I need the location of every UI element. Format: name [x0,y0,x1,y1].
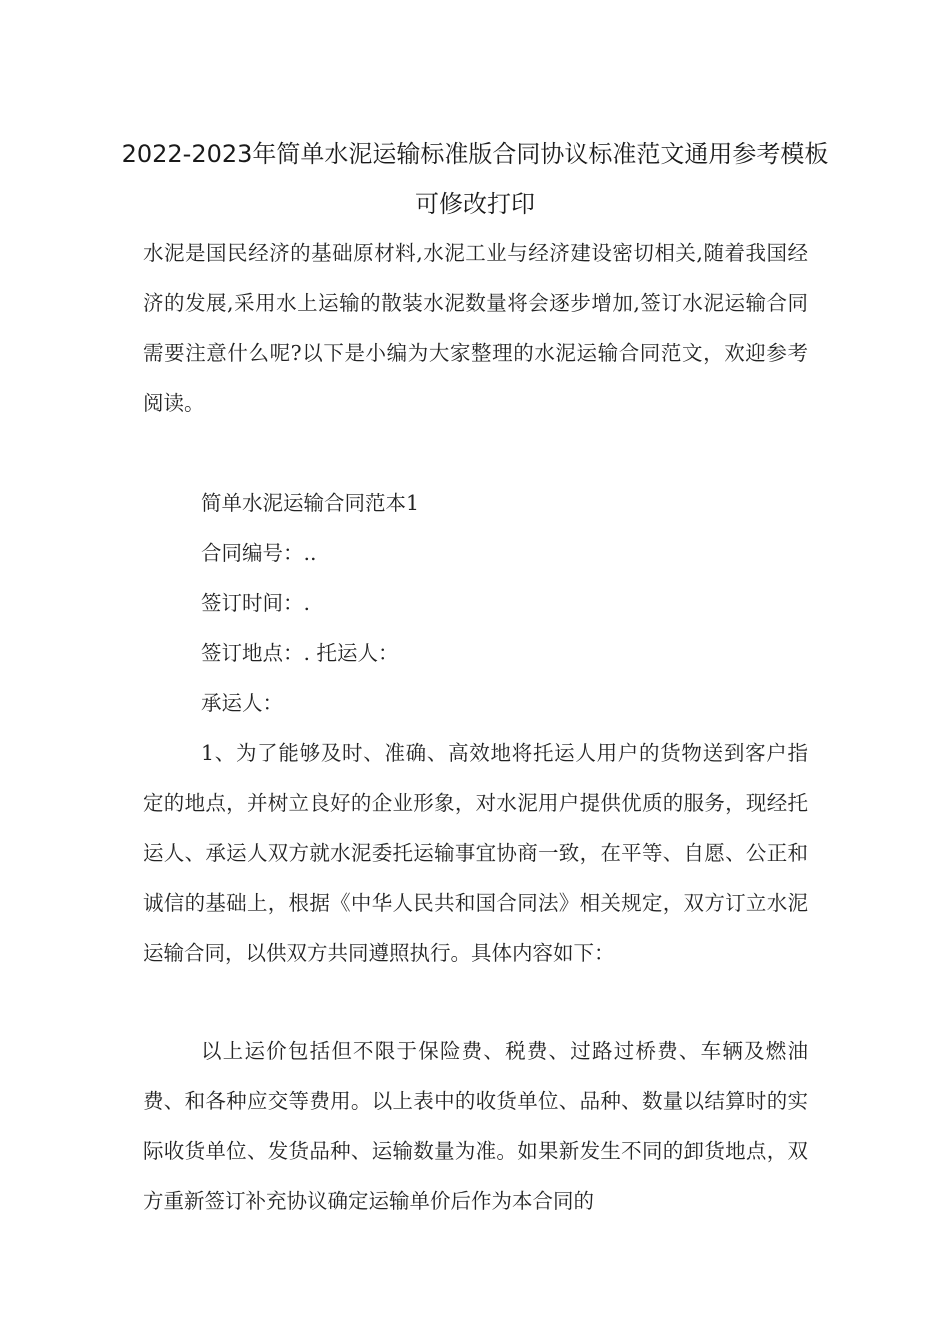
contract-paragraph-2: 以上运价包括但不限于保险费、税费、过路过桥费、车辆及燃油费、和各种应交等费用。以上表中的收货单位、品种、数量以结算时的实际收货单位、发货品种、运输数量为准。如果新发生不同的卸货地点，双方重新签订补充协议确定运输单价后作为本合同的 [143,1039,808,1213]
contract-paragraph-1: 1、为了能够及时、准确、高效地将托运人用户的货物送到客户指定的地点，并树立良好的企业形象，对水泥用户提供优质的服务，现经托运人、承运人双方就水泥委托运输事宜协商一致，在平等、自愿、公正和诚信的基础上，根据《中华人民共和国合同法》相关规定，双方订立水泥运输合同，以供双方共同遵照执行。具体内容如下： [143,741,808,965]
contract-number-line: 合同编号：.. [201,541,317,565]
signing-place-line: 签订地点：. 托运人： [201,641,399,665]
signing-time-line: 签订时间：. [201,591,311,615]
section-title: 简单水泥运输合同范本1 [201,491,420,515]
document-title-line2: 可修改打印 [415,190,535,218]
intro-paragraph: 水泥是国民经济的基础原材料,水泥工业与经济建设密切相关,随着我国经济的发展,采用水上运输的散装水泥数量将会逐步增加,签订水泥运输合同需要注意什么呢?以下是小编为大家整理的水泥运输合同范文，欢迎参考阅读。 [143,241,808,415]
carrier-line: 承运人： [201,691,283,715]
document-title-line1: 2022-2023年简单水泥运输标准版合同协议标准范文通用参考模板 [121,140,829,168]
